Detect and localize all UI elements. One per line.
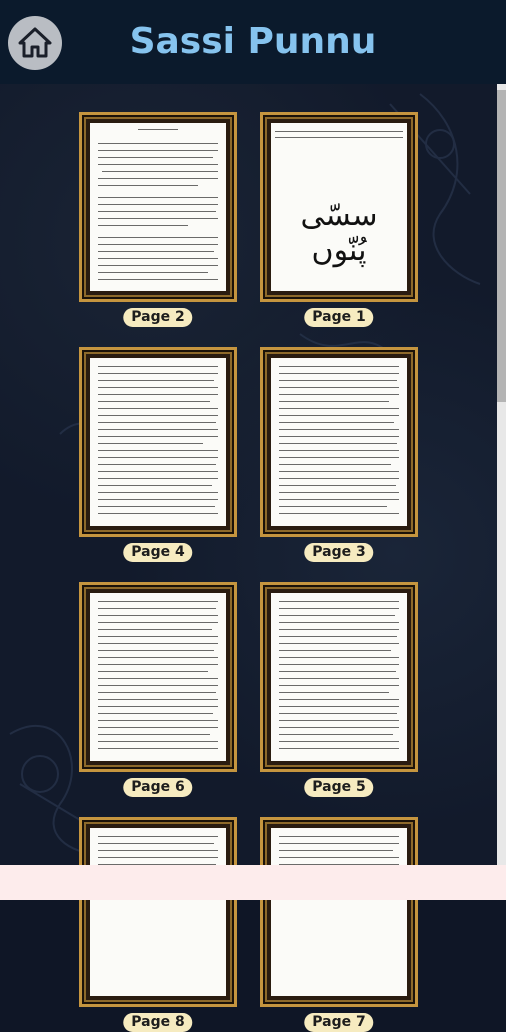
page-thumbnail xyxy=(271,828,407,996)
page-frame xyxy=(79,347,237,537)
page-grid[interactable] xyxy=(0,84,497,1030)
app-header xyxy=(0,0,506,84)
background-pattern xyxy=(0,84,497,865)
page-label: Page 4 xyxy=(123,543,192,562)
page-label: Page 3 xyxy=(304,543,373,562)
page-thumbnail xyxy=(271,593,407,761)
page-frame xyxy=(260,112,418,302)
page-frame xyxy=(260,582,418,772)
page-frame xyxy=(79,582,237,772)
page-thumbnail xyxy=(90,828,226,996)
page-label: Page 2 xyxy=(123,308,192,327)
page-frame xyxy=(79,112,237,302)
page-thumbnail xyxy=(90,358,226,526)
page-frame xyxy=(260,817,418,1007)
page-thumbnail xyxy=(90,123,226,291)
page-label: Page 8 xyxy=(123,1013,192,1032)
scrollbar-thumb[interactable] xyxy=(497,90,506,402)
bottom-bar xyxy=(0,865,506,900)
app-title: Sassi Punnu xyxy=(129,21,377,62)
page-thumbnail xyxy=(271,123,407,291)
page-label: Page 1 xyxy=(304,308,373,327)
page-label: Page 7 xyxy=(304,1013,373,1032)
page-label: Page 5 xyxy=(304,778,373,797)
cover-title: سسّی پُنّوں xyxy=(300,198,378,268)
page-label: Page 6 xyxy=(123,778,192,797)
page-thumbnail xyxy=(90,593,226,761)
vertical-scrollbar[interactable] xyxy=(497,84,506,865)
page-thumbnail xyxy=(271,358,407,526)
page-frame xyxy=(260,347,418,537)
page-frame xyxy=(79,817,237,1007)
